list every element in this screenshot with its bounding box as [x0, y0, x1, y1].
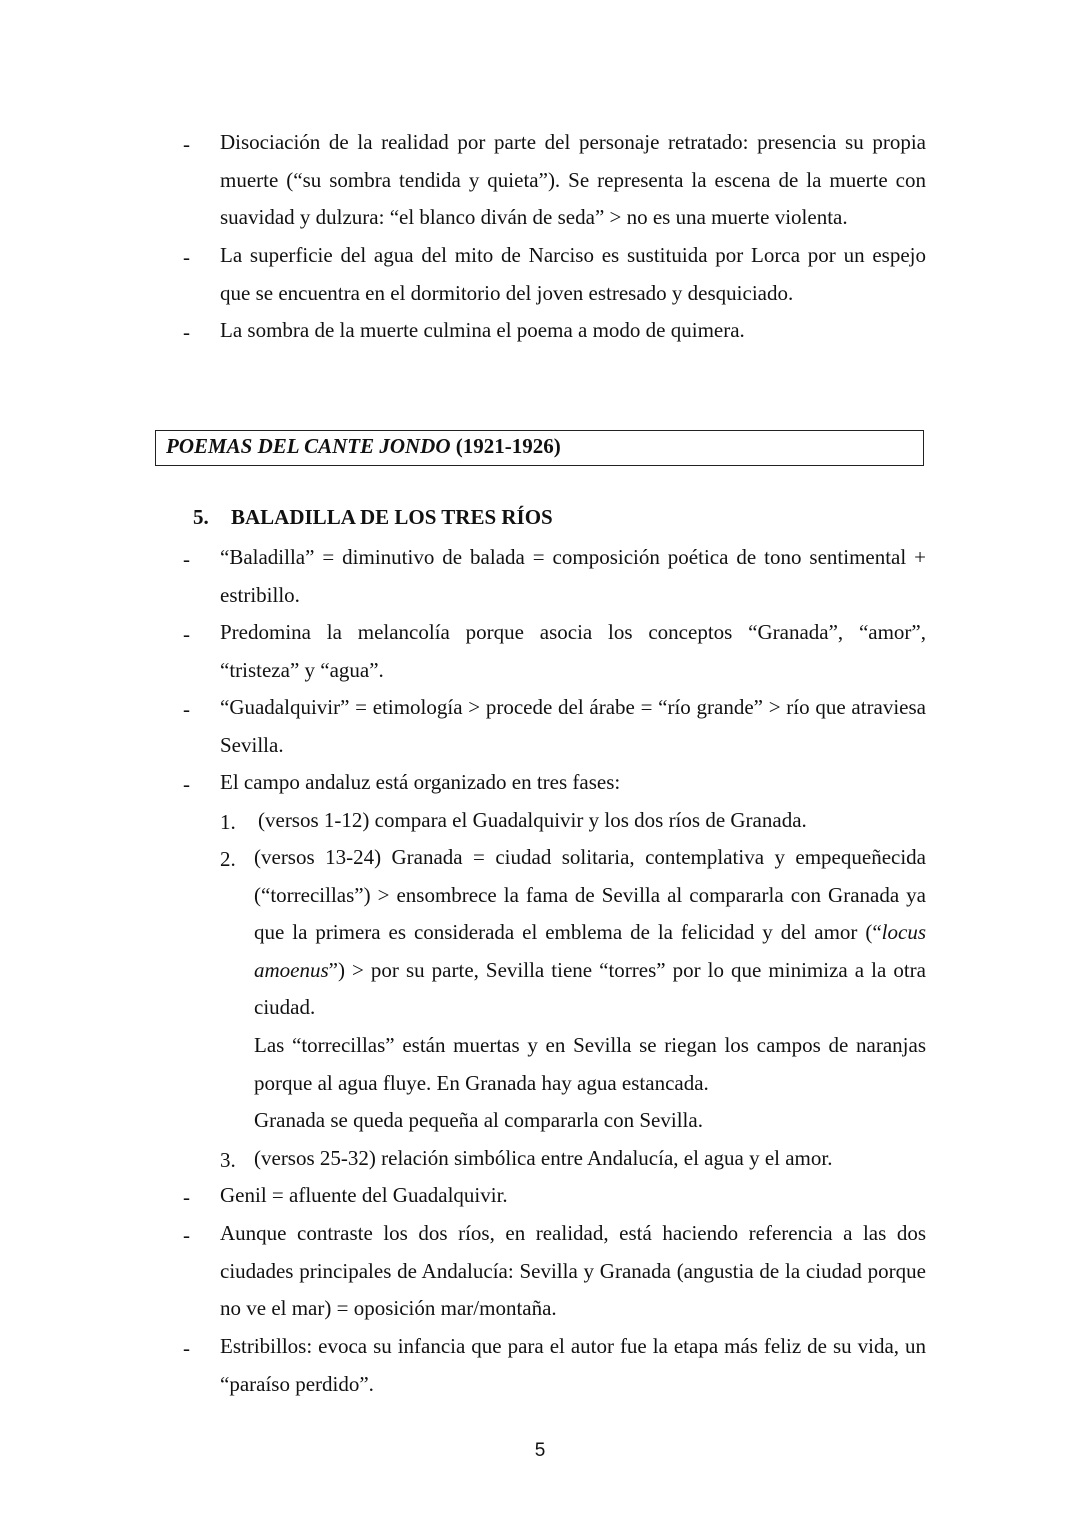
bullet-text: La sombra de la muerte culmina el poema a modo de quimera. — [220, 318, 745, 342]
bullet-dash: - — [183, 547, 190, 571]
phase-text-part: ”) > por su parte, Sevilla tiene “torres” por lo que minimiza a la otra ciudad. — [254, 957, 926, 1020]
bullet-text: “Baladilla” = diminutivo de balada = composición poética de tono sentimental + estribillo. — [220, 545, 926, 607]
bullet-dash: - — [183, 245, 190, 269]
bullet-text: “Guadalquivir” = etimología > procede del árabe = “río grande” > río que atraviesa Sevilla. — [220, 695, 926, 757]
page-number: 5 — [534, 1440, 546, 1461]
bullet-dash: - — [183, 622, 190, 646]
phase-text-part: (versos 13-24) Granada = ciudad solitaria, contemplativa y empequeñecida (“torrecillas”) > ensombrece la fama de Sevilla al compararla con Granada ya que la primera es considerada el emblema de la felicidad y del amor (“ — [254, 845, 926, 945]
phase-text — [254, 839, 926, 1027]
phase-number: 1. — [220, 810, 236, 834]
bullet-text: Genil = afluente del Guadalquivir. — [220, 1183, 508, 1207]
bullet-dash: - — [183, 1185, 190, 1209]
bullet-dash: - — [183, 320, 190, 344]
bullet-text: Predomina la melancolía porque asocia los conceptos “Granada”, “amor”, “tristeza” y “agua”. — [220, 620, 926, 682]
phase-number: 2. — [220, 847, 236, 871]
bullet-dash: - — [183, 772, 190, 796]
poem-heading — [193, 505, 553, 530]
bullet-dash: - — [183, 132, 190, 156]
bullet-text: La superficie del agua del mito de Narciso es sustituida por Lorca por un espejo que se encuentra en el dormitorio del joven estresado y desquiciado. — [220, 243, 926, 305]
bullet-dash: - — [183, 1223, 190, 1247]
bullet-text: Aunque contraste los dos ríos, en realidad, está haciendo referencia a las dos ciudades principales de Andalucía: Sevilla y Granada (angustia de la ciudad porque no ve el mar) = oposición mar/montaña. — [220, 1221, 926, 1321]
phase-number: 3. — [220, 1148, 236, 1172]
phase-text: (versos 25-32) relación simbólica entre Andalucía, el agua y el amor. — [254, 1146, 833, 1170]
section-title-italic: POEMAS DEL CANTE JONDO — [166, 434, 451, 458]
phase-text-italic: locus amoenus — [254, 920, 926, 982]
section-title-years: (1921-1926) — [450, 434, 561, 458]
bullet-dash: - — [183, 1336, 190, 1360]
phase-extra: Las “torrecillas” están muertas y en Sevilla se riegan los campos de naranjas porque al agua fluye. En Granada hay agua estancada. — [254, 1033, 926, 1095]
bullet-dash: - — [183, 697, 190, 721]
bullet-text: Disociación de la realidad por parte del personaje retratado: presencia su propia muerte (“su sombra tendida y quieta”). Se representa la escena de la muerte con suavidad y dulzura: “el blanco diván de seda” > no es una muerte violenta. — [220, 130, 926, 230]
heading-title: BALADILLA DE LOS TRES RÍOS — [231, 505, 553, 529]
bullet-text: El campo andaluz está organizado en tres fases: — [220, 770, 621, 794]
phase-text: (versos 1-12) compara el Guadalquivir y los dos ríos de Granada. — [258, 808, 807, 832]
section-title-box — [155, 430, 924, 466]
heading-number: 5. — [193, 505, 209, 529]
bullet-text: Estribillos: evoca su infancia que para el autor fue la etapa más feliz de su vida, un “paraíso perdido”. — [220, 1334, 926, 1396]
phase-extra: Granada se queda pequeña al compararla con Sevilla. — [254, 1108, 703, 1132]
